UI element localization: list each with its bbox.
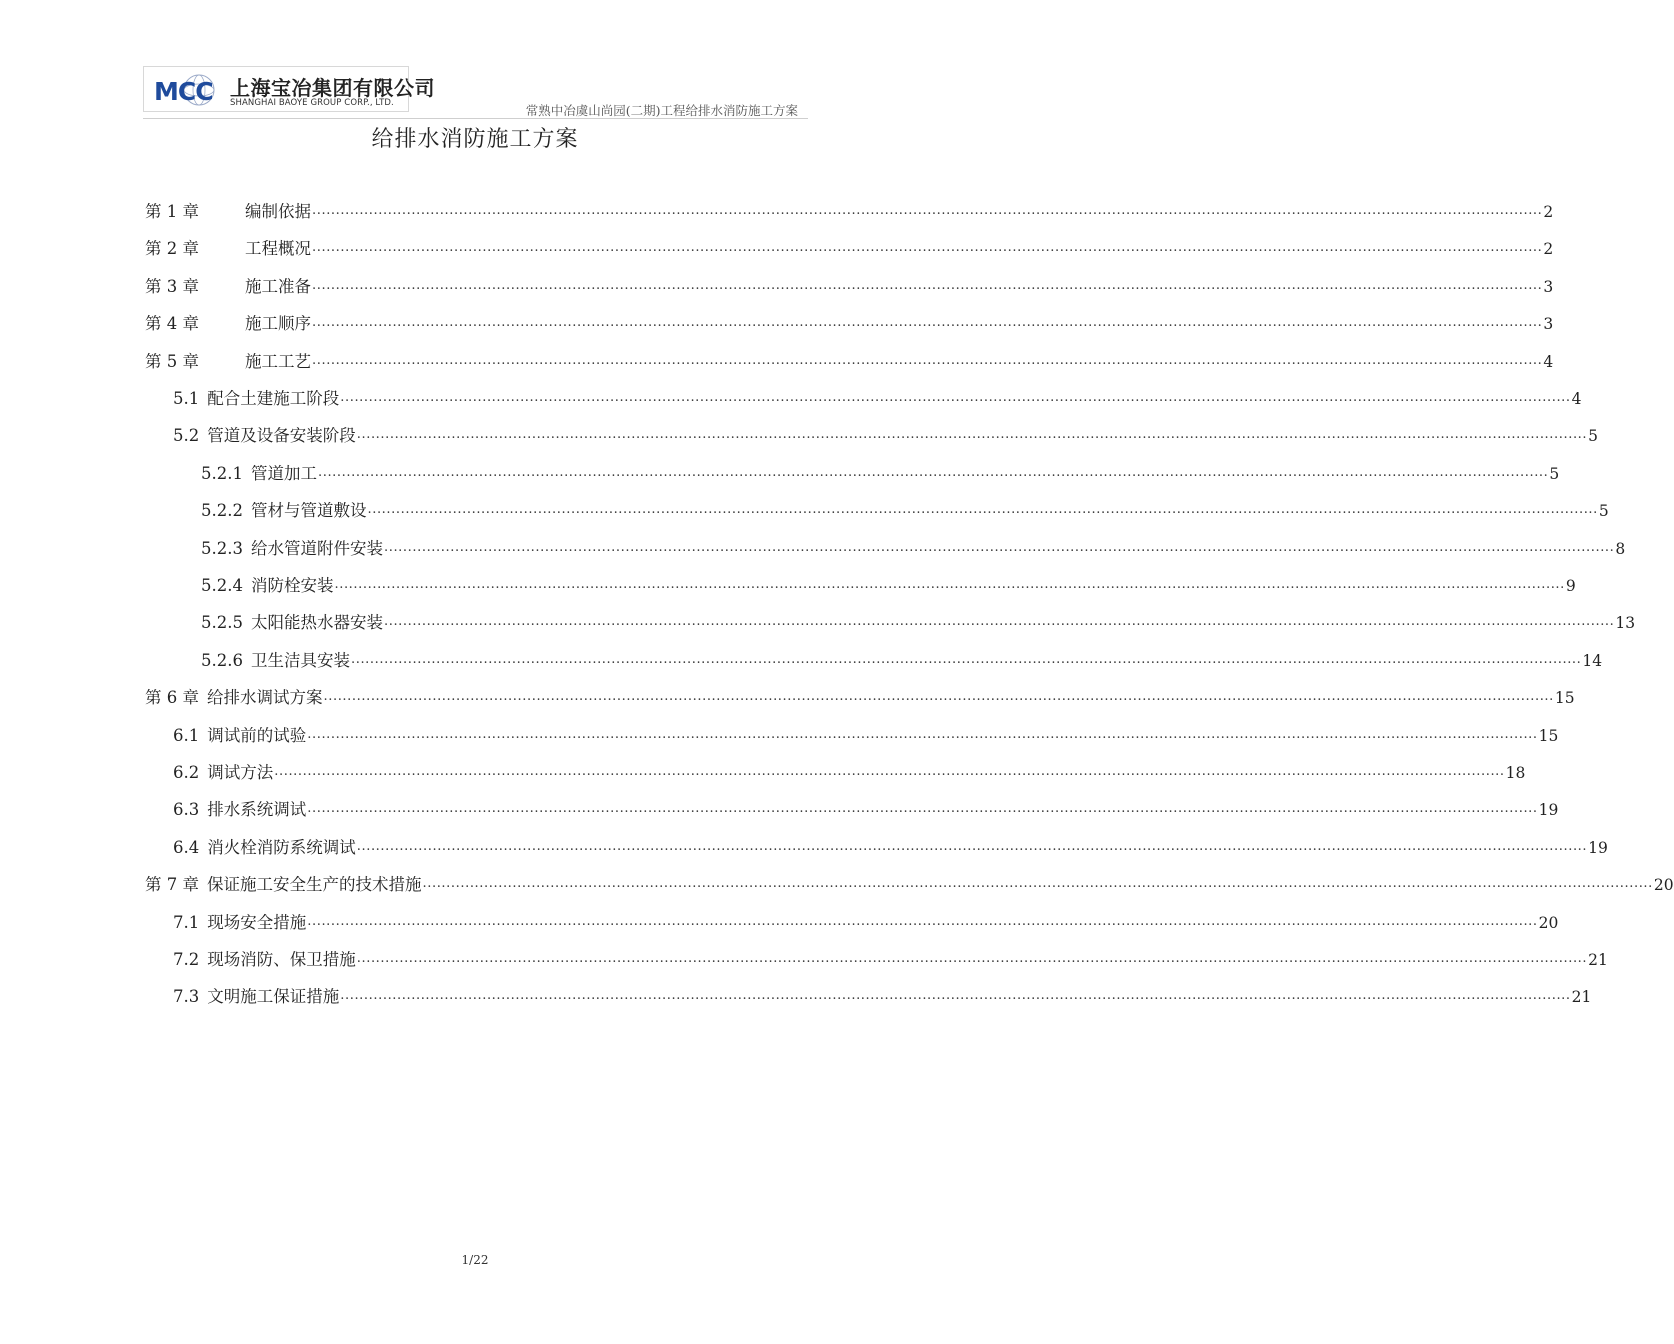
toc-entry[interactable] — [173, 946, 1608, 970]
toc-entry-number: 5.2.2 — [201, 501, 243, 521]
toc-dot-leader: .................................................................................................................................................................................................................................................................... — [312, 277, 1543, 293]
toc-entry-title: 管道加工 — [250, 463, 317, 483]
toc-entry-page: 4 — [1543, 352, 1554, 371]
toc-entry-number: 6.3 — [173, 800, 200, 820]
toc-entry[interactable] — [201, 609, 1636, 633]
toc-dot-leader: .................................................................................................................................................................................................................................................................... — [383, 614, 1615, 630]
toc-entry-page: 8 — [1615, 539, 1626, 558]
toc-entry-title: 排水系统调试 — [207, 800, 307, 820]
toc-dot-leader: .................................................................................................................................................................................................................................................................... — [312, 352, 1543, 368]
toc-entry-page: 14 — [1582, 651, 1603, 670]
toc-entry-page: 20 — [1653, 876, 1674, 895]
toc-entry-page: 2 — [1543, 240, 1554, 259]
toc-entry-title: 现场安全措施 — [207, 912, 307, 932]
toc-entry-number: 第 5 章 — [145, 351, 199, 371]
header-project-name: 常熟中冶虞山尚园(二期)工程给排水消防施工方案 — [525, 103, 798, 118]
toc-entry-number: 6.2 — [173, 763, 200, 782]
toc-entry-page: 21 — [1588, 951, 1608, 969]
toc-entry-number: 第 7 章 — [145, 875, 199, 895]
toc-dot-leader: .................................................................................................................................................................................................................................................................... — [350, 651, 1582, 667]
toc-entry-title: 卫生洁具安装 — [250, 650, 350, 670]
toc-dot-leader: .................................................................................................................................................................................................................................................................... — [356, 427, 1588, 443]
toc-entry-number: 7.1 — [173, 912, 200, 932]
toc-dot-leader: .................................................................................................................................................................................................................................................................... — [340, 390, 1571, 405]
toc-entry[interactable] — [173, 759, 1526, 783]
toc-entry[interactable] — [145, 235, 1554, 259]
toc-entry-number: 第 1 章 — [145, 202, 199, 221]
toc-entry-title: 保证施工安全生产的技术措施 — [207, 875, 422, 895]
toc-dot-leader: .................................................................................................................................................................................................................................................................... — [383, 539, 1615, 555]
toc-entry-number: 5.2.1 — [201, 463, 243, 483]
toc-entry-number: 5.2.5 — [201, 613, 243, 633]
company-logo — [143, 66, 435, 112]
toc-entry-page: 19 — [1588, 838, 1608, 857]
toc-entry-number: 7.3 — [173, 987, 200, 1007]
toc-entry-page: 5 — [1598, 502, 1609, 521]
toc-entry[interactable] — [173, 796, 1559, 820]
toc-dot-leader: .................................................................................................................................................................................................................................................................... — [323, 689, 1554, 705]
toc-dot-leader: .................................................................................................................................................................................................................................................................... — [356, 951, 1588, 966]
toc-entry-title: 太阳能热水器安装 — [250, 613, 383, 633]
toc-entry-number: 第 4 章 — [145, 314, 199, 334]
toc-entry[interactable] — [173, 422, 1599, 446]
toc-dot-leader: .................................................................................................................................................................................................................................................................... — [274, 764, 1505, 779]
toc-entry-title: 管道及设备安装阶段 — [207, 426, 356, 446]
logo-mark-text: MCC — [154, 77, 213, 106]
toc-entry-number: 5.2.6 — [201, 650, 243, 670]
toc-entry-title: 调试方法 — [207, 763, 274, 782]
toc-entry[interactable] — [145, 310, 1554, 334]
toc-entry-title: 给水管道附件安装 — [250, 538, 383, 558]
toc-entry-title: 管材与管道敷设 — [250, 501, 367, 521]
toc-entry[interactable] — [173, 385, 1582, 409]
page-number: 1/22 — [461, 1253, 489, 1267]
logo-company-name-en: SHANGHAI BAOYE GROUP CORP., LTD. — [230, 98, 394, 108]
toc-entry-number: 5.1 — [173, 389, 200, 408]
logo-company-name-cn: 上海宝冶集团有限公司 — [230, 76, 435, 100]
toc-entry-page: 20 — [1538, 913, 1559, 932]
toc-entry[interactable] — [201, 535, 1626, 559]
toc-entry[interactable] — [201, 572, 1576, 596]
toc-entry-page: 3 — [1543, 315, 1554, 334]
toc-entry[interactable] — [145, 684, 1575, 708]
toc-entry-page: 5 — [1588, 427, 1599, 446]
toc-dot-leader: .................................................................................................................................................................................................................................................................... — [307, 913, 1538, 929]
toc-entry-page: 9 — [1565, 577, 1576, 595]
toc-entry[interactable] — [145, 348, 1554, 372]
toc-entry-page: 15 — [1554, 689, 1575, 708]
toc-entry-title: 消火栓消防系统调试 — [207, 837, 356, 857]
toc-entry-title: 调试前的试验 — [207, 725, 307, 745]
toc-entry-number: 第 2 章 — [145, 239, 199, 259]
toc-entry-number: 6.4 — [173, 837, 200, 857]
toc-entry[interactable] — [173, 983, 1592, 1007]
toc-dot-leader: .................................................................................................................................................................................................................................................................... — [307, 801, 1538, 817]
toc-entry[interactable] — [173, 722, 1559, 746]
toc-entry-title: 文明施工保证措施 — [207, 987, 340, 1007]
toc-entry-page: 18 — [1505, 764, 1526, 782]
toc-entry-number: 7.2 — [173, 950, 200, 969]
toc-entry-title: 施工准备 — [245, 276, 311, 296]
mcc-logo-icon — [152, 73, 226, 107]
document-title: 给排水消防施工方案 — [371, 127, 579, 152]
toc-entry-title: 施工顺序 — [245, 314, 311, 334]
toc-entry-number: 6.1 — [173, 725, 200, 745]
toc-entry-page: 21 — [1571, 988, 1592, 1007]
toc-dot-leader: .................................................................................................................................................................................................................................................................... — [312, 315, 1543, 331]
toc-entry-number: 5.2 — [173, 426, 200, 446]
toc-entry-number: 第 3 章 — [145, 276, 199, 296]
toc-entry[interactable] — [145, 273, 1554, 297]
toc-dot-leader: .................................................................................................................................................................................................................................................................... — [356, 838, 1588, 854]
toc-entry[interactable] — [173, 909, 1559, 933]
toc-entry-number: 第 6 章 — [145, 688, 199, 708]
toc-dot-leader: .................................................................................................................................................................................................................................................................... — [334, 577, 1565, 592]
toc-entry-page: 2 — [1543, 203, 1554, 221]
toc-dot-leader: .................................................................................................................................................................................................................................................................... — [317, 464, 1549, 480]
toc-entry[interactable] — [145, 871, 1674, 895]
toc-entry[interactable] — [145, 198, 1554, 222]
toc-entry-page: 4 — [1571, 390, 1582, 408]
toc-entry-page: 13 — [1615, 614, 1636, 633]
toc-entry-number: 5.2.3 — [201, 538, 243, 558]
toc-dot-leader: .................................................................................................................................................................................................................................................................... — [312, 203, 1543, 218]
toc-entry-title: 现场消防、保卫措施 — [207, 950, 356, 969]
toc-dot-leader: .................................................................................................................................................................................................................................................................... — [367, 502, 1598, 518]
toc-entry-title: 施工工艺 — [245, 351, 311, 371]
toc-entry-title: 配合土建施工阶段 — [207, 389, 340, 408]
header-divider — [143, 118, 808, 119]
toc-entry-page: 19 — [1538, 801, 1559, 820]
toc-entry-title: 工程概况 — [245, 239, 311, 259]
toc-entry[interactable] — [201, 647, 1603, 671]
toc-entry-number: 5.2.4 — [201, 576, 243, 595]
toc-entry-title: 消防栓安装 — [250, 576, 334, 595]
toc-entry[interactable] — [201, 460, 1560, 484]
toc-entry-page: 3 — [1543, 277, 1554, 296]
toc-dot-leader: .................................................................................................................................................................................................................................................................... — [340, 988, 1571, 1004]
toc-entry-title: 给排水调试方案 — [207, 688, 323, 708]
toc-dot-leader: .................................................................................................................................................................................................................................................................... — [307, 726, 1538, 742]
toc-entry[interactable] — [173, 834, 1608, 858]
toc-entry-title: 编制依据 — [245, 202, 311, 221]
toc-dot-leader: .................................................................................................................................................................................................................................................................... — [422, 876, 1653, 892]
toc-entry-page: 15 — [1538, 726, 1559, 745]
toc-dot-leader: .................................................................................................................................................................................................................................................................... — [312, 240, 1543, 256]
toc-entry[interactable] — [201, 497, 1609, 521]
toc-entry-page: 5 — [1549, 464, 1560, 483]
